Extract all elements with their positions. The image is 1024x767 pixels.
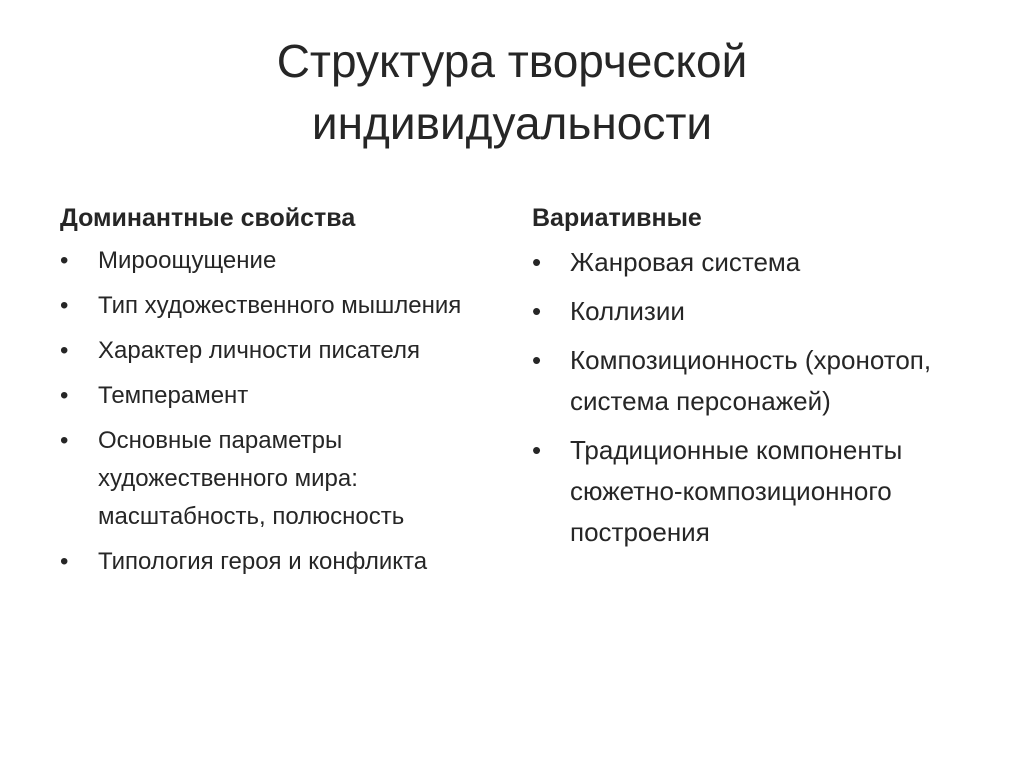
list-item-text: Жанровая система xyxy=(570,247,801,277)
list-item-text: Основные параметры художественного мира: масштабность, полюсность xyxy=(98,427,405,530)
bullet-icon: • xyxy=(532,296,542,326)
list-item-text: Типология героя и конфликта xyxy=(98,548,428,575)
list-item-text: Композиционность (хронотоп, система персонажей) xyxy=(570,345,932,416)
dominant-properties-list xyxy=(60,242,500,581)
list-item-text: Тип художественного мышления xyxy=(98,292,462,319)
list-item-text: Традиционные компоненты сюжетно-композиционного построения xyxy=(570,435,903,547)
slide-title xyxy=(120,30,904,154)
slide-title-line-2: индивидуальности xyxy=(311,97,713,149)
variative-properties-heading: Вариативные xyxy=(532,204,702,232)
list-item xyxy=(532,242,932,283)
bullet-icon: • xyxy=(60,247,69,274)
list-item xyxy=(532,340,932,422)
list-item-text: Коллизии xyxy=(570,296,685,326)
slide-title-line-1: Структура творческой xyxy=(276,35,748,87)
bullet-icon: • xyxy=(532,435,542,465)
list-item xyxy=(60,287,500,325)
dominant-properties-column xyxy=(60,198,500,588)
list-item-text: Мироощущение xyxy=(98,247,277,274)
bullet-icon: • xyxy=(60,337,69,364)
dominant-properties-heading: Доминантные свойства xyxy=(60,204,356,232)
bullet-icon: • xyxy=(532,345,542,375)
list-item xyxy=(60,377,500,415)
variative-properties-column xyxy=(532,198,932,561)
bullet-icon: • xyxy=(60,548,69,575)
list-item-text: Характер личности писателя xyxy=(98,337,420,364)
list-item xyxy=(60,332,500,370)
variative-properties-list xyxy=(532,242,932,553)
list-item xyxy=(60,543,500,581)
list-item xyxy=(60,242,500,280)
list-item-text: Темперамент xyxy=(98,382,249,409)
bullet-icon: • xyxy=(532,247,542,277)
list-item xyxy=(532,291,932,332)
bullet-icon: • xyxy=(60,292,69,319)
bullet-icon: • xyxy=(60,382,69,409)
list-item xyxy=(532,430,932,553)
list-item xyxy=(60,422,500,536)
bullet-icon: • xyxy=(60,427,69,454)
